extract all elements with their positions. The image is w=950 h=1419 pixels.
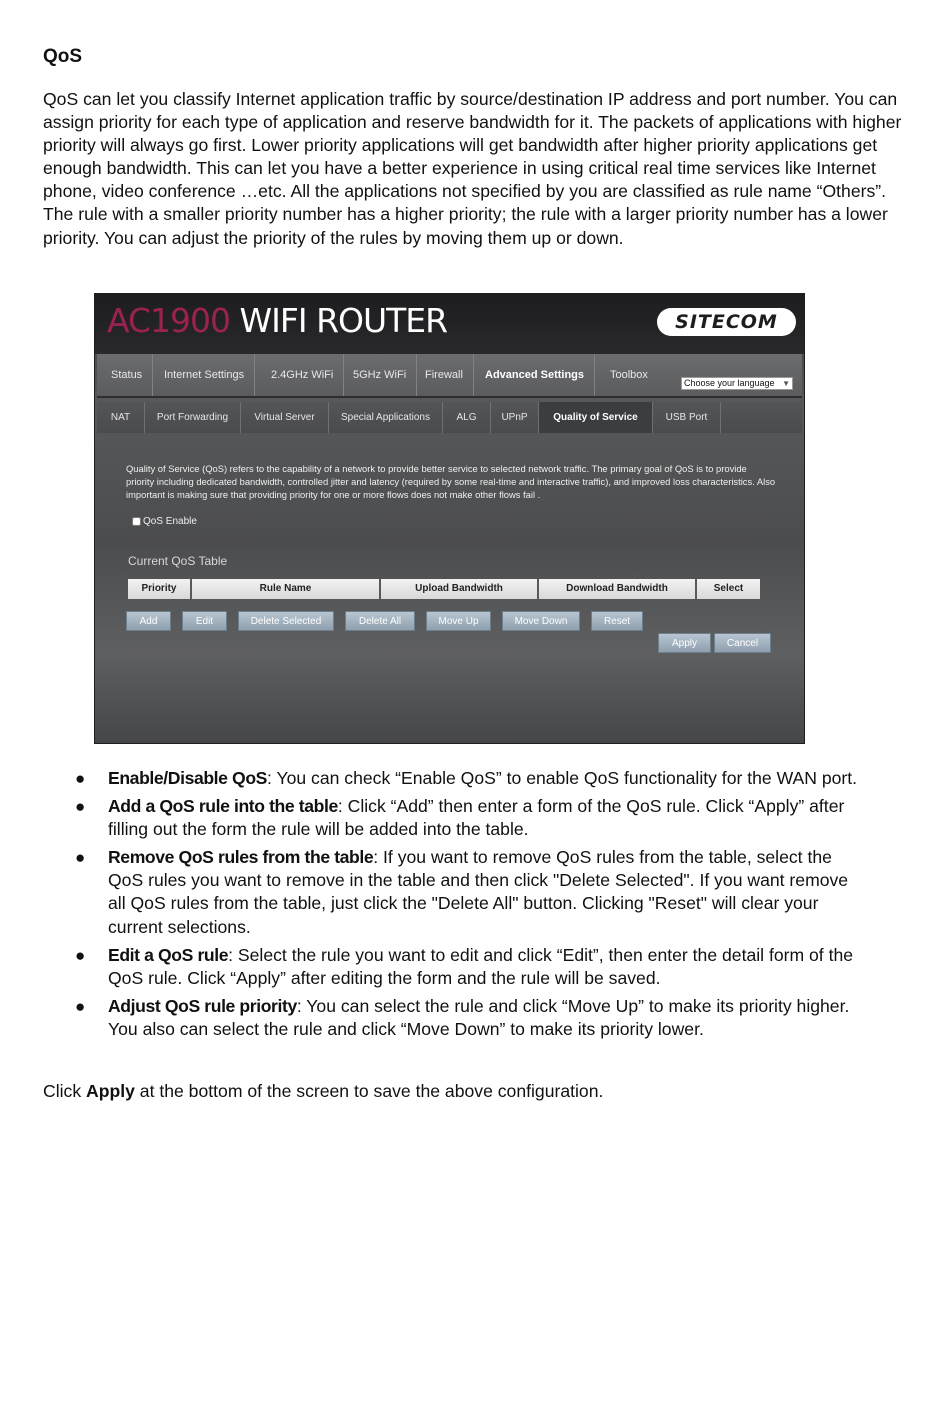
brand-accent: AC1900 — [107, 301, 231, 340]
closing-after: at the bottom of the screen to save the above configuration. — [134, 1081, 604, 1101]
bullet-term: Edit a QoS rule — [108, 944, 229, 965]
tab-virtual-server[interactable]: Virtual Server — [241, 402, 329, 433]
language-select-value: Choose your language — [684, 378, 775, 388]
bullet-item — [75, 795, 865, 841]
add-button[interactable]: Add — [126, 611, 171, 631]
main-nav-status[interactable]: Status — [101, 354, 153, 396]
sitecom-logo: SITECOM — [657, 308, 796, 336]
bullet-item — [75, 846, 865, 938]
current-qos-table-title: Current QoS Table — [128, 554, 228, 568]
delete-selected-button[interactable]: Delete Selected — [238, 611, 334, 631]
tab-upnp[interactable]: UPnP — [491, 402, 539, 433]
page-heading: QoS — [43, 46, 83, 67]
brand-main: WIFI ROUTER — [230, 301, 448, 340]
bullet-list — [75, 767, 865, 1046]
closing-paragraph — [43, 1080, 903, 1103]
cancel-button[interactable]: Cancel — [714, 633, 771, 653]
delete-all-button[interactable]: Delete All — [345, 611, 415, 631]
bullet-item — [75, 767, 865, 790]
bullet-dot-icon: ● — [75, 996, 86, 1016]
chevron-down-icon: ▼ — [782, 379, 790, 388]
router-screenshot — [94, 293, 805, 744]
main-nav-internet-settings[interactable]: Internet Settings — [154, 354, 255, 396]
tab-quality-of-service[interactable]: Quality of Service — [539, 402, 653, 433]
bullet-text: : You can check “Enable QoS” to enable QoS functionality for the WAN port. — [267, 768, 858, 788]
th-download-bandwidth: Download Bandwidth — [539, 579, 697, 599]
bullet-text: : If you want to remove QoS rules from the table, select the QoS rules you want to remove in the table and then click "Delete Selected". If you want remove all QoS rules from the table, just click the "Delete All" button. Clicking "Reset" will clear your current selections. — [108, 847, 849, 937]
qos-enable-label: QoS Enable — [143, 516, 197, 527]
reset-button[interactable]: Reset — [591, 611, 643, 631]
main-nav-firewall[interactable]: Firewall — [415, 354, 474, 396]
main-nav-5ghz-wifi[interactable]: 5GHz WiFi — [343, 354, 417, 396]
intro-paragraph: QoS can let you classify Internet application traffic by source/destination IP address and port number. You can assign priority for each type of application and reserve bandwidth for it. The packets of applications with higher priority will always go first. Lower priority applications will get bandwidth after higher priority applications get enough bandwidth. This can let you have a better experience in using critical real time services like Internet phone, video conference …etc. All the applications not specified by you are classified as rule name “Others”. The rule with a smaller priority number has a higher priority; the rule with a larger priority number has a lower priority. You can adjust the priority of the rules by moving them up or down. — [43, 89, 902, 248]
closing-bold: Apply — [86, 1081, 135, 1101]
edit-button[interactable]: Edit — [182, 611, 227, 631]
qos-enable-checkbox[interactable] — [132, 517, 141, 526]
bullet-term: Add a QoS rule into the table — [108, 796, 338, 817]
bullet-dot-icon: ● — [75, 797, 86, 817]
tab-usb-port[interactable]: USB Port — [653, 402, 721, 433]
main-nav — [97, 354, 802, 398]
router-header — [95, 294, 804, 354]
th-select: Select — [697, 579, 760, 599]
bullet-term: Adjust QoS rule priority — [108, 995, 297, 1016]
tab-alg[interactable]: ALG — [443, 402, 491, 433]
bullet-dot-icon: ● — [75, 769, 86, 788]
tab-special-applications[interactable]: Special Applications — [329, 402, 443, 433]
bullet-term: Enable/Disable QoS — [108, 768, 268, 788]
qos-description: Quality of Service (QoS) refers to the capability of a network to provide better service to selected network traffic. The primary goal of QoS is to provide priority including dedicated bandwidth, controlled jitter and latency (required by some real-time and interactive traffic), and improved loss characteristics. Also important is making sure that providing priority for one or more flows does not make other flows fail . — [126, 463, 776, 500]
tab-port-forwarding[interactable]: Port Forwarding — [145, 402, 241, 433]
bullet-text: : You can select the rule and click “Move Up” to make its priority higher. You also can select the rule and click “Move Down” to make its priority lower. — [108, 995, 850, 1039]
main-nav-advanced-settings[interactable]: Advanced Settings — [475, 354, 595, 396]
apply-button[interactable]: Apply — [658, 633, 711, 653]
bullet-item — [75, 944, 865, 990]
move-up-button[interactable]: Move Up — [426, 611, 491, 631]
th-upload-bandwidth: Upload Bandwidth — [381, 579, 539, 599]
move-down-button[interactable]: Move Down — [502, 611, 580, 631]
bullet-dot-icon: ● — [75, 848, 86, 868]
bullet-term: Remove QoS rules from the table — [108, 847, 374, 868]
main-nav-24ghz-wifi[interactable]: 2.4GHz WiFi — [261, 354, 344, 396]
brand-title — [107, 301, 447, 340]
bullet-text: : Select the rule you want to edit and click “Edit”, then enter the detail form of the QoS rule. Click “Apply” after editing the form and the rule will be saved. — [108, 944, 854, 988]
sub-nav — [97, 402, 802, 433]
language-select[interactable] — [681, 377, 793, 390]
main-nav-toolbox[interactable]: Toolbox — [610, 369, 648, 381]
bullet-text: : Click “Add” then enter a form of the QoS rule. Click “Apply” after filling out the form the rule will be added into the table. — [108, 796, 845, 840]
bullet-dot-icon: ● — [75, 945, 86, 965]
closing-before: Click — [43, 1081, 87, 1101]
th-rule-name: Rule Name — [192, 579, 381, 599]
th-priority: Priority — [128, 579, 192, 599]
tab-nat[interactable]: NAT — [97, 402, 145, 433]
bullet-item — [75, 995, 865, 1041]
